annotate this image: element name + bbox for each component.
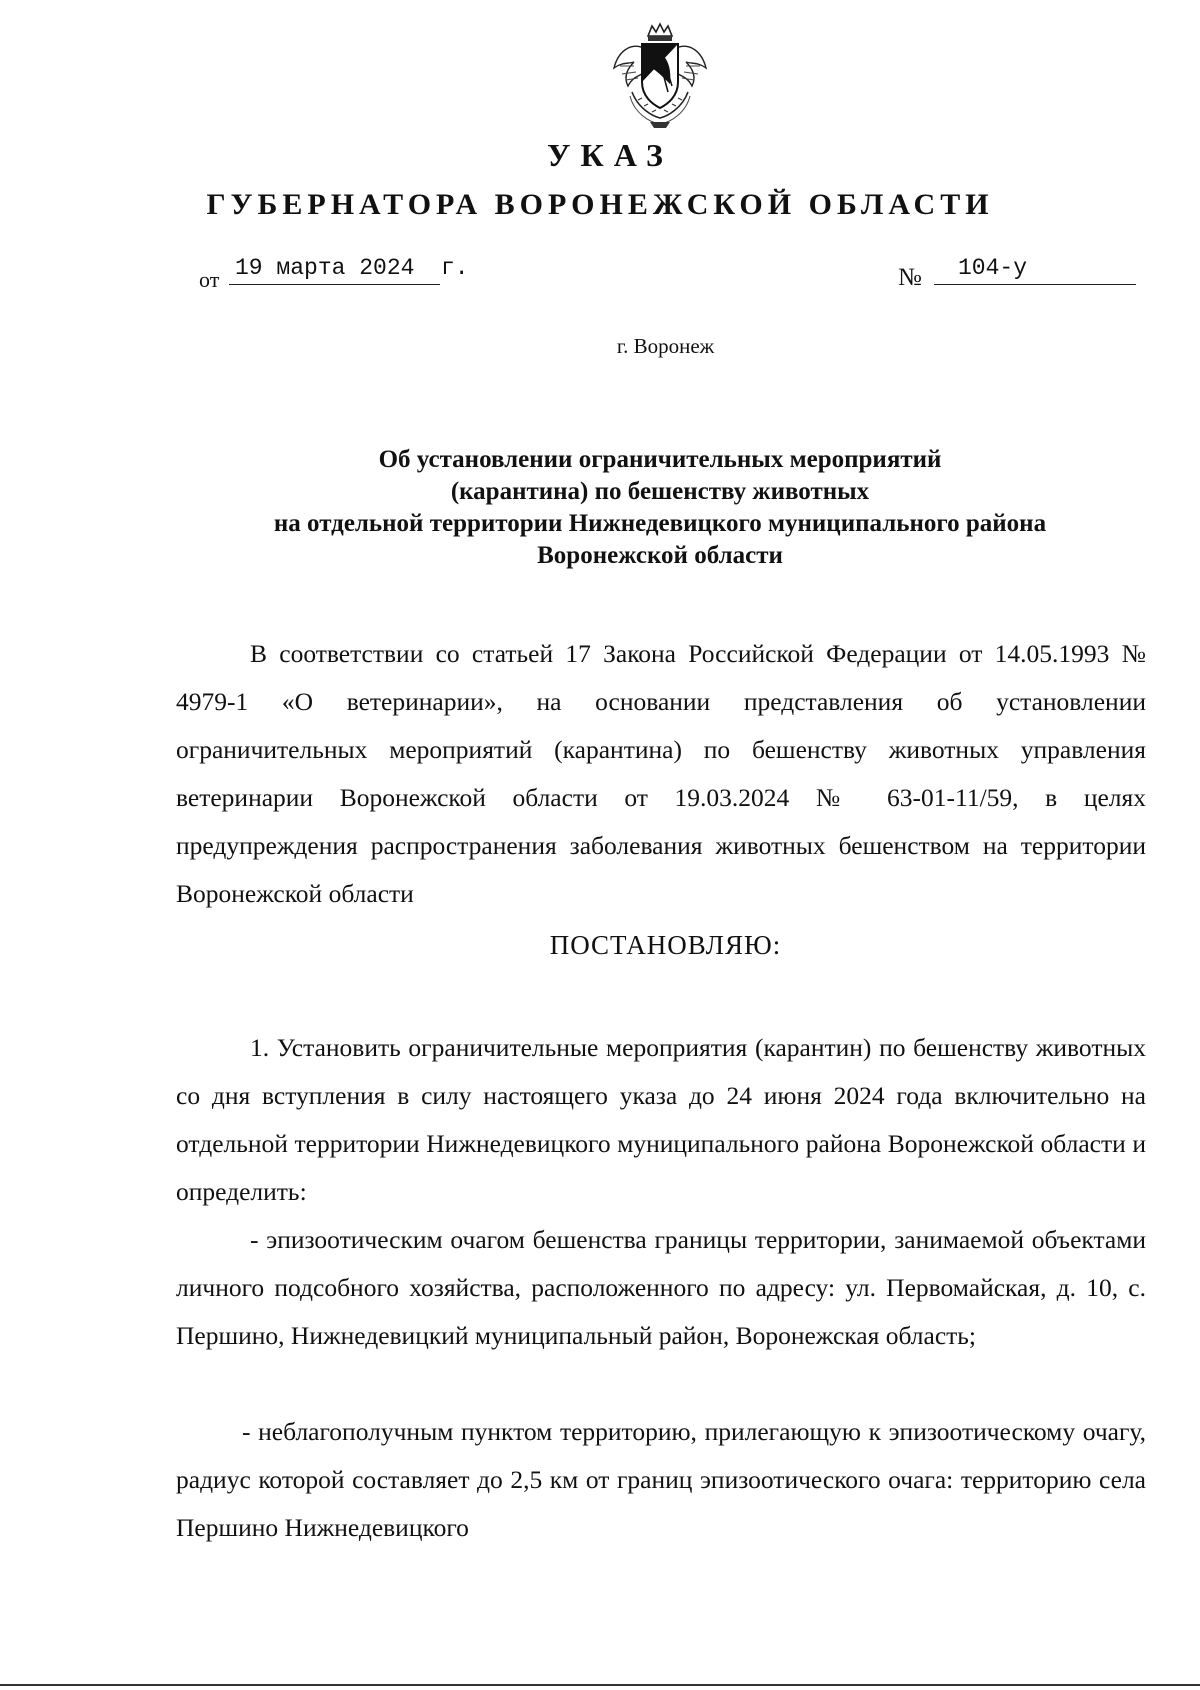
subject-line: Об установлении ограничительных мероприятий — [378, 446, 942, 473]
date-value: 19 марта 2024 — [229, 255, 440, 285]
coat-of-arms-icon — [608, 22, 712, 130]
page-bottom-edge — [0, 1684, 1200, 1686]
preamble-paragraph — [176, 630, 1146, 918]
item-1-text: 1. Установить ограничительные мероприятия (карантин) по бешенству животных со дня вступления в силу настоящего указа до 24 июня 2024 года включительно на отдельной территории Нижнедевицкого муниципального района Воронежской области и определить: — [176, 1033, 1146, 1206]
subject-heading — [160, 444, 1160, 572]
city: г. Воронеж — [616, 334, 715, 358]
item-1-paragraph — [176, 1024, 1146, 1216]
date-prefix: от — [199, 267, 220, 292]
number-sign: № — [898, 264, 922, 291]
epizootic-focus-text: - эпизоотическим очагом бешенства границы территории, занимаемой объектами личного подсобного хозяйства, расположенного по адресу: ул. Первомайская, д. 10, с. Першино, Нижнедевицкий муниципальный район, Воронежская область; — [176, 1225, 1146, 1350]
subject-line: Воронежской области — [537, 542, 783, 569]
subject-line: (карантина) по бешенству животных — [450, 478, 870, 505]
unfavorable-point-text: - неблагополучным пунктом территорию, прилегающую к эпизоотическому очагу, радиус которой составляет до 2,5 км от границ эпизоотического очага: территорию села Першино Нижнедевицкого — [176, 1417, 1146, 1542]
document-number: 104-у — [934, 255, 1136, 285]
date-field — [199, 255, 499, 291]
unfavorable-point-paragraph — [176, 1408, 1146, 1552]
number-field — [898, 255, 1138, 291]
preamble-text: В соответствии со статьей 17 Закона Российской Федерации от 14.05.1993 № 4979-1 «О ветеринарии», на основании представления об установлении ограничительных мероприятий (карантина) по бешенству животных управления ветеринарии Воронежской области от 19.03.2024 № 63-01-11/59, в целях предупреждения распространения заболевания животных бешенством на территории Воронежской области — [176, 639, 1146, 908]
document-type-title: УКАЗ — [547, 137, 673, 173]
date-suffix: г. — [441, 255, 469, 281]
issuer-title: ГУБЕРНАТОРА ВОРОНЕЖСКОЙ ОБЛАСТИ — [206, 188, 994, 221]
subject-line: на отдельной территории Нижнедевицкого муниципального района — [273, 510, 1047, 537]
epizootic-focus-paragraph — [176, 1216, 1146, 1360]
decree-word: ПОСТАНОВЛЯЮ: — [549, 930, 782, 960]
